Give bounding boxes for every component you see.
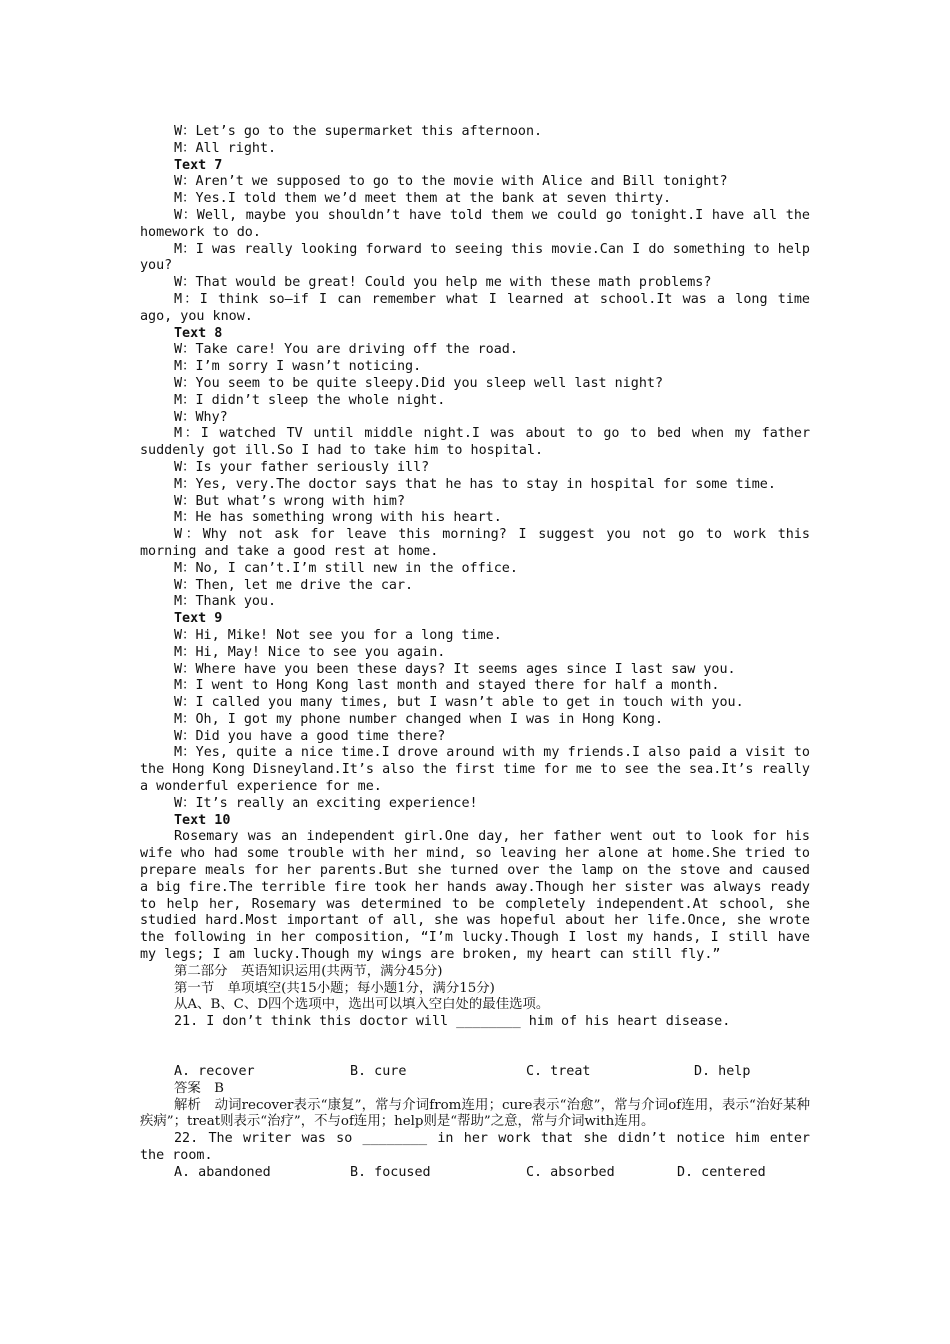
dialogue-line: W：Why not ask for leave this morning? I suggest you not go to work this morning and take a good rest at home. (140, 527, 810, 559)
question-stem: 22. The writer was so ________ in her work that she didn’t notice him enter the room. (140, 1131, 810, 1164)
dialogue-line: M：I went to Hong Kong last month and stayed there for half a month. (174, 678, 720, 694)
passage-paragraph: Rosemary was an independent girl.One day, her father went out to look for his wife who had some trouble with her mind, so leaving her alone at home.She tried to prepare meals for her parents.But she turned over the lamp on the stove and caused a big fire.The terrible fire took her hands away.Though her sister was always ready to help her, Rosemary was determined to be completely independent.At school, she studied hard.Most important of all, she was hopeful about her life.Once, she wrote the following in her composition, “I’m lucky.Though I lost my hands, I still have my legs; I am lucky.Though my wings are broken, my heart can still fly.” (140, 829, 810, 963)
option-b: B. cure (350, 1064, 407, 1080)
dialogue-line: W：Did you have a good time there? (174, 728, 446, 744)
analysis-paragraph: 解析 动词recover表示“康复”，常与介词from连用；cure表示“治愈”，常与介词of连用，表示“治好某种疾病”；treat则表示“治疗”，不与of连用；help则是“帮助”之意，常与介词with连用。 (140, 1097, 810, 1130)
part-title: 第二部分 英语知识运用(共两节，满分45分) (174, 963, 443, 979)
document-page (140, 124, 810, 1182)
dialogue-line: W：You seem to be quite sleepy.Did you sleep well last night? (174, 375, 664, 391)
dialogue-line: W：It’s really an exciting experience! (174, 795, 478, 811)
dialogue-line: M：Hi, May! Nice to see you again. (174, 644, 446, 660)
question-stem: 21. I don’t think this doctor will ________ him of his heart disease. (174, 1014, 731, 1030)
option-a: A. recover (174, 1064, 255, 1080)
dialogue-line: M：No, I can’t.I’m still new in the office. (174, 560, 518, 576)
dialogue-line: W：I called you many times, but I wasn’t able to get in touch with you. (174, 695, 744, 711)
dialogue-line: M：All right. (174, 140, 277, 156)
dialogue-line: M：I think so—if I can remember what I learned at school.It was a long time ago, you know. (140, 291, 810, 324)
dialogue-line: M：Yes, quite a nice time.I drove around with my friends.I also paid a visit to the Hong Kong Disneyland.It’s also the first time for me to see the sea.It’s really a wonderful experience for me. (140, 745, 810, 795)
dialogue-line: M：I watched TV until middle night.I was about to go to bed when my father suddenly got ill.So I had to take him to hospital. (140, 426, 810, 459)
option-row (140, 1165, 810, 1182)
dialogue-line: W：Let’s go to the supermarket this afternoon. (174, 124, 543, 139)
dialogue-line: W：That would be great! Could you help me with these math problems? (174, 275, 712, 291)
section-heading-text8: Text 8 (174, 325, 223, 341)
option-c: C. treat (526, 1064, 591, 1080)
dialogue-line: M：Thank you. (174, 594, 277, 610)
dialogue-line: W：Take care! You are driving off the road. (174, 342, 518, 358)
dialogue-line: M：He has something wrong with his heart. (174, 510, 502, 526)
answer-line: 答案 B (174, 1080, 225, 1096)
dialogue-line: W：But what’s wrong with him? (174, 493, 406, 509)
answer-gap (140, 1031, 810, 1064)
dialogue-line: W：Where have you been these days? It seems ages since I last saw you. (174, 661, 736, 677)
section-heading-text7: Text 7 (174, 157, 223, 173)
option-a: A. abandoned (174, 1164, 271, 1180)
dialogue-line: W：Hi, Mike! Not see you for a long time. (174, 627, 502, 643)
option-b: B. focused (350, 1164, 431, 1180)
dialogue-line: M：I didn’t sleep the whole night. (174, 392, 446, 408)
section-heading-text10: Text 10 (174, 812, 231, 828)
section-heading-text9: Text 9 (174, 611, 223, 627)
dialogue-line: M：I’m sorry I wasn’t noticing. (174, 359, 422, 375)
dialogue-line: W：Is your father seriously ill? (174, 459, 430, 475)
dialogue-line: W：Why? (174, 409, 228, 425)
option-d: D. help (694, 1064, 751, 1080)
dialogue-line: M：Yes, very.The doctor says that he has to stay in hospital for some time. (174, 476, 776, 492)
dialogue-line: W：Well, maybe you shouldn’t have told them we could go tonight.I have all the homework to do. (140, 207, 810, 240)
option-row (140, 1064, 810, 1081)
dialogue-line: W：Then, let me drive the car. (174, 577, 414, 593)
dialogue-line: M：I was really looking forward to seeing this movie.Can I do something to help you? (140, 241, 810, 274)
dialogue-line: W：Aren’t we supposed to go to the movie with Alice and Bill tonight? (174, 174, 728, 190)
section-title: 第一节 单项填空(共15小题；每小题1分，满分15分) (174, 980, 495, 996)
dialogue-line: M：Oh, I got my phone number changed when I was in Hong Kong. (174, 711, 664, 727)
dialogue-line: M：Yes.I told them we’d meet them at the bank at seven thirty. (174, 191, 672, 207)
option-c: C. absorbed (526, 1164, 615, 1180)
option-d: D. centered (677, 1164, 766, 1180)
instruction: 从A、B、C、D四个选项中，选出可以填入空白处的最佳选项。 (174, 997, 550, 1013)
